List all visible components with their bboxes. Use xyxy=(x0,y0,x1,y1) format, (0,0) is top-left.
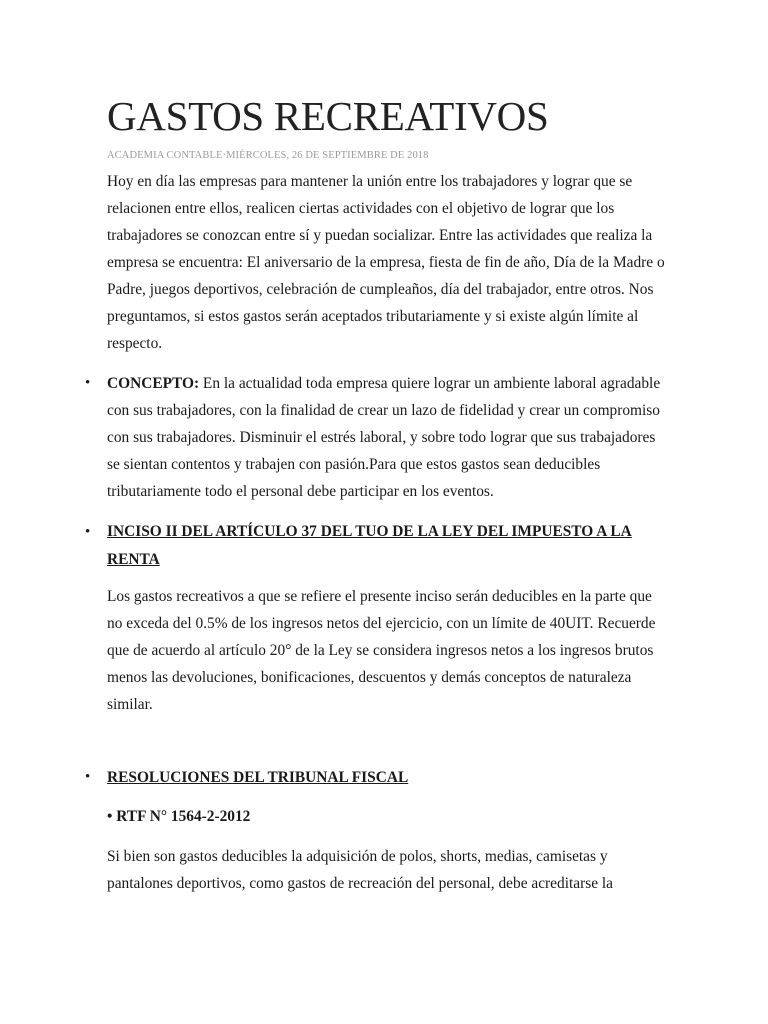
concepto-section xyxy=(85,370,667,505)
article-title: GASTOS RECREATIVOS xyxy=(107,93,549,139)
resoluciones-paragraph: Si bien son gastos deducibles la adquisición de polos, shorts, medias, camisetas y pantalones deportivos, como gastos de recreación del personal, debe acreditarse la xyxy=(107,848,613,892)
bullet-icon: • xyxy=(85,375,91,391)
resoluciones-heading: RESOLUCIONES DEL TRIBUNAL FISCAL xyxy=(107,769,409,786)
bullet-icon: • xyxy=(85,769,91,785)
bullet-icon: • xyxy=(85,524,91,540)
resoluciones-section xyxy=(85,764,667,791)
inciso-paragraph: Los gastos recreativos a que se refiere el presente inciso serán deducibles en la parte que no exceda del 0.5% de los ingresos netos del ejercicio, con un límite de 40UIT. Recuerde que de acuerdo al artículo 20° de la Ley se considera ingresos netos a los ingresos brutos menos las devoluciones, bonificaciones, descuentos y demás conceptos de naturaleza similar. xyxy=(107,588,656,713)
intro-paragraph: Hoy en día las empresas para mantener la unión entre los trabajadores y lograr que se relacionen entre ellos, realicen ciertas actividades con el objetivo de lograr que los trabajadores se conozcan entre sí y puedan socializar. Entre las actividades que realiza la empresa se encuentra: El aniversario de la empresa, fiesta de fin de año, Día de la Madre o Padre, juegos deportivos, celebración de cumpleaños, día del trabajador, entre otros. Nos preguntamos, si estos gastos serán aceptados tributariamente y si existe algún límite al respecto. xyxy=(107,173,665,352)
concepto-text: En la actualidad toda empresa quiere lograr un ambiente laboral agradable con sus trabajadores, con la finalidad de crear un lazo de fidelidad y crear un compromiso con sus trabajadores. Disminuir el estrés laboral, y sobre todo lograr que sus trabajadores se sientan contentos y trabajen con pasión.Para que estos gastos sean deducibles tributariamente todo el personal debe participar en los eventos. xyxy=(107,375,661,500)
concepto-label: CONCEPTO: xyxy=(107,375,200,392)
inciso-section xyxy=(85,518,667,574)
article-meta: ACADEMIA CONTABLE·MIÉRCOLES, 26 DE SEPTIEMBRE DE 2018 xyxy=(107,150,429,161)
inciso-heading: INCISO II DEL ARTÍCULO 37 DEL TUO DE LA LEY DEL IMPUESTO A LA RENTA xyxy=(107,523,632,568)
rtf-label: • RTF N° 1564-2-2012 xyxy=(107,808,251,825)
